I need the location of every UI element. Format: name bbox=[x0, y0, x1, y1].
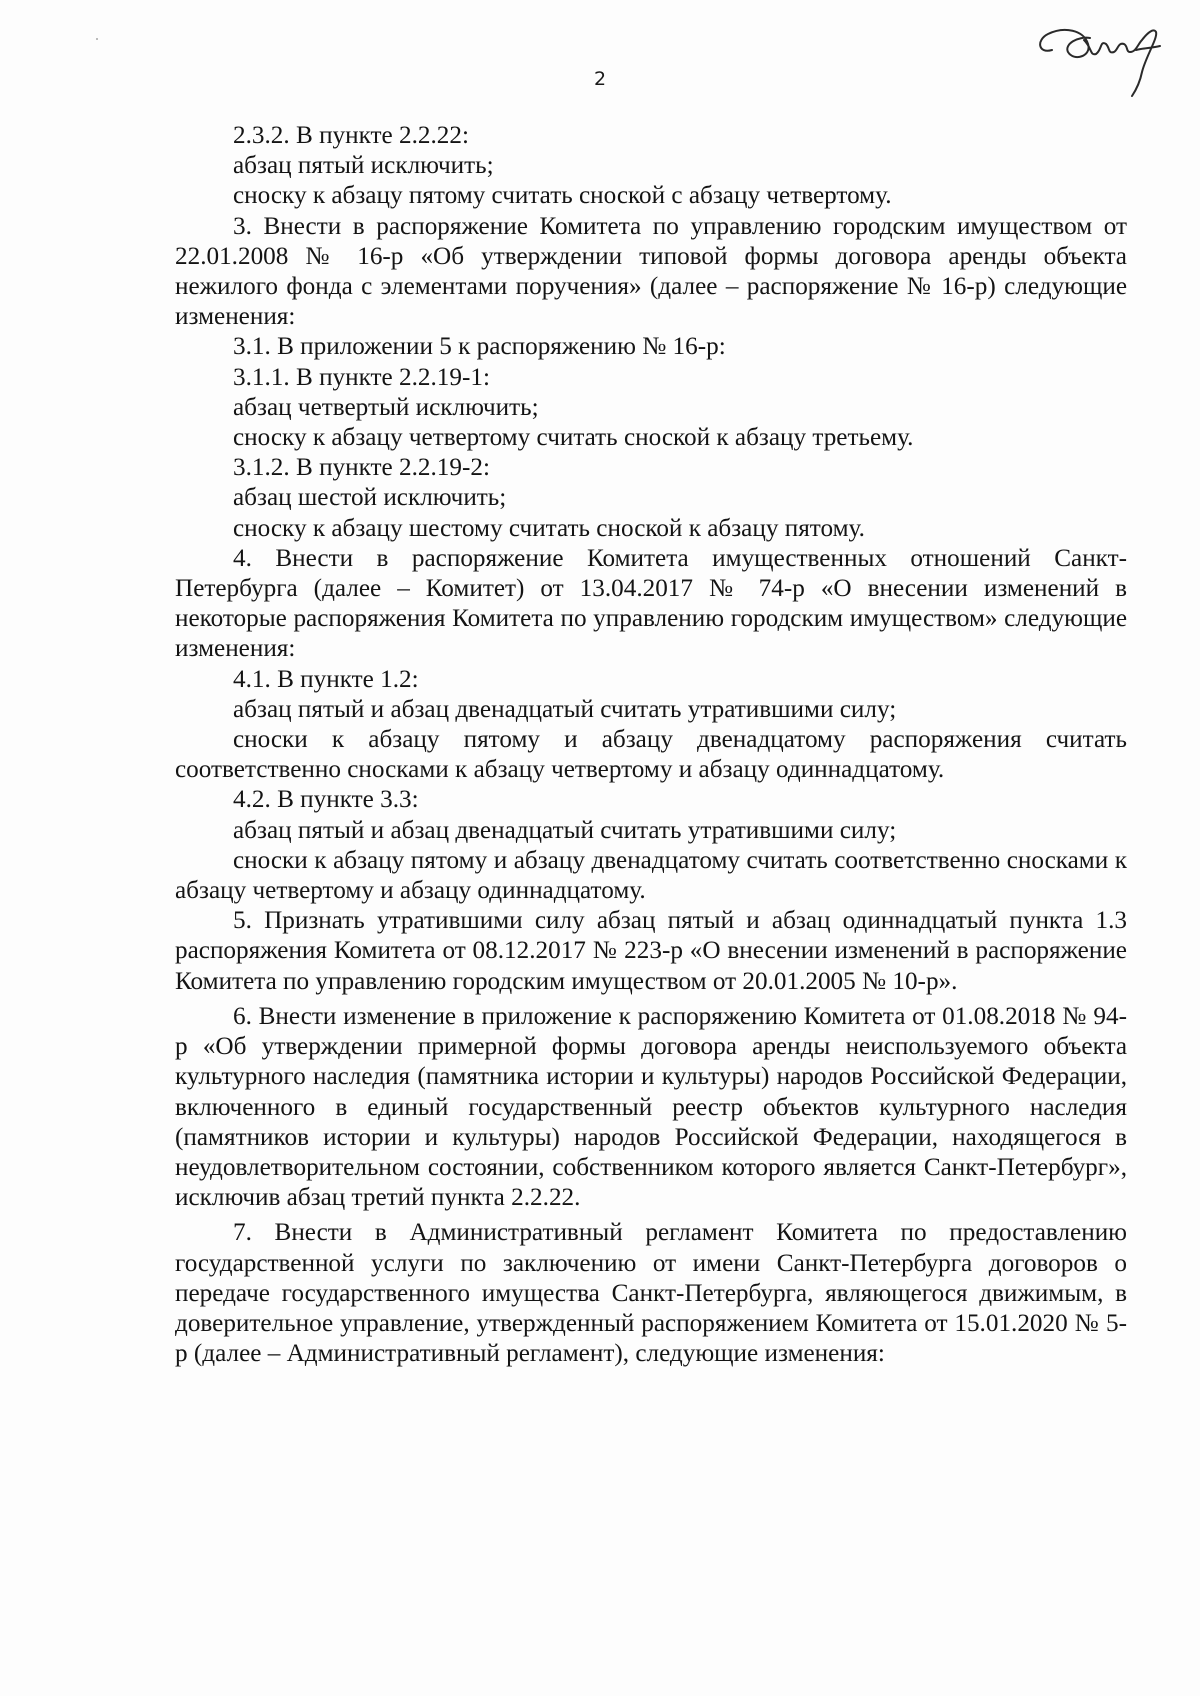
paragraph: сноску к абзацу шестому считать сноской к абзацу пятому. bbox=[233, 514, 865, 542]
paragraph-item-6: 6. Внести изменение в приложение к распоряжению Комитета от 01.08.2018 № 94-р «Об утверждении примерной формы договора аренды неиспользуемого объекта культурного наследия (памятника истории и культуры) народов Российской Федерации, включенного в единый государственный реестр объектов культурного наследия (памятников истории и культуры) народов Российской Федерации, находящегося в неудовлетворительном состоянии, собственником которого является Санкт-Петербург», исключив абзац третий пункта 2.2.22. bbox=[175, 1002, 1127, 1212]
paragraph: абзац четвертый исключить; bbox=[233, 393, 539, 421]
paragraph: сноски к абзацу пятому и абзацу двенадцатому считать соответственно сносками к абзацу четвертому и абзацу одиннадцатому. bbox=[175, 846, 1127, 905]
paragraph-item-4: 4. Внести в распоряжение Комитета имущественных отношений Санкт-Петербурга (далее – Комитет) от 13.04.2017 № 74-р «О внесении изменений в некоторые распоряжения Комитета по управлению городским имуществом» следующие изменения: bbox=[175, 544, 1127, 663]
paragraph-3-1-2: 3.1.2. В пункте 2.2.19-2: bbox=[233, 454, 490, 482]
document-body bbox=[175, 121, 1127, 1369]
paragraph-4-1: 4.1. В пункте 1.2: bbox=[233, 665, 419, 693]
paragraph: абзац пятый исключить; bbox=[233, 152, 494, 180]
paragraph-item-7: 7. Внести в Административный регламент Комитета по предоставлению государственной услуги по заключению от имени Санкт-Петербурга договоров о передаче государственного имущества Санкт-Петербурга, являющегося движимым, в доверительное управление, утвержденный распоряжением Комитета от 15.01.2020 № 5-р (далее – Административный регламент), следующие изменения: bbox=[175, 1219, 1127, 1368]
page-number: 2 bbox=[593, 68, 607, 90]
paragraph: сноску к абзацу четвертому считать сноской к абзацу третьему. bbox=[233, 424, 914, 452]
paragraph: абзац пятый и абзац двенадцатый считать утратившими силу; bbox=[233, 816, 897, 844]
paragraph: сноску к абзацу пятому считать сноской с абзацу четвертому. bbox=[233, 182, 892, 210]
paragraph-item-3: 3. Внести в распоряжение Комитета по управлению городским имуществом от 22.01.2008 № 16-р «Об утверждении типовой формы договора аренды объекта нежилого фонда с элементами поручения» (далее – распоряжение № 16-р) следующие изменения: bbox=[175, 212, 1127, 331]
scan-speck bbox=[96, 38, 98, 40]
paragraph-3-1-1: 3.1.1. В пункте 2.2.19-1: bbox=[233, 363, 490, 391]
paragraph-4-2: 4.2. В пункте 3.3: bbox=[233, 786, 419, 814]
paragraph: абзац пятый и абзац двенадцатый считать утратившими силу; bbox=[233, 695, 897, 723]
paragraph-item-5: 5. Признать утратившими силу абзац пятый и абзац одиннадцатый пункта 1.3 распоряжения Комитета от 08.12.2017 № 223-р «О внесении изменений в распоряжение Комитета по управлению городским имуществом от 20.01.2005 № 10-р». bbox=[175, 907, 1127, 995]
paragraph: абзац шестой исключить; bbox=[233, 484, 507, 512]
paragraph-2-3-2: 2.3.2. В пункте 2.2.22: bbox=[233, 122, 469, 149]
paragraph-3-1: 3.1. В приложении 5 к распоряжению № 16-р: bbox=[233, 333, 726, 361]
paragraph: сноски к абзацу пятому и абзацу двенадцатому распоряжения считать соответственно сносками к абзацу четвертому и абзацу одиннадцатому. bbox=[175, 726, 1127, 784]
